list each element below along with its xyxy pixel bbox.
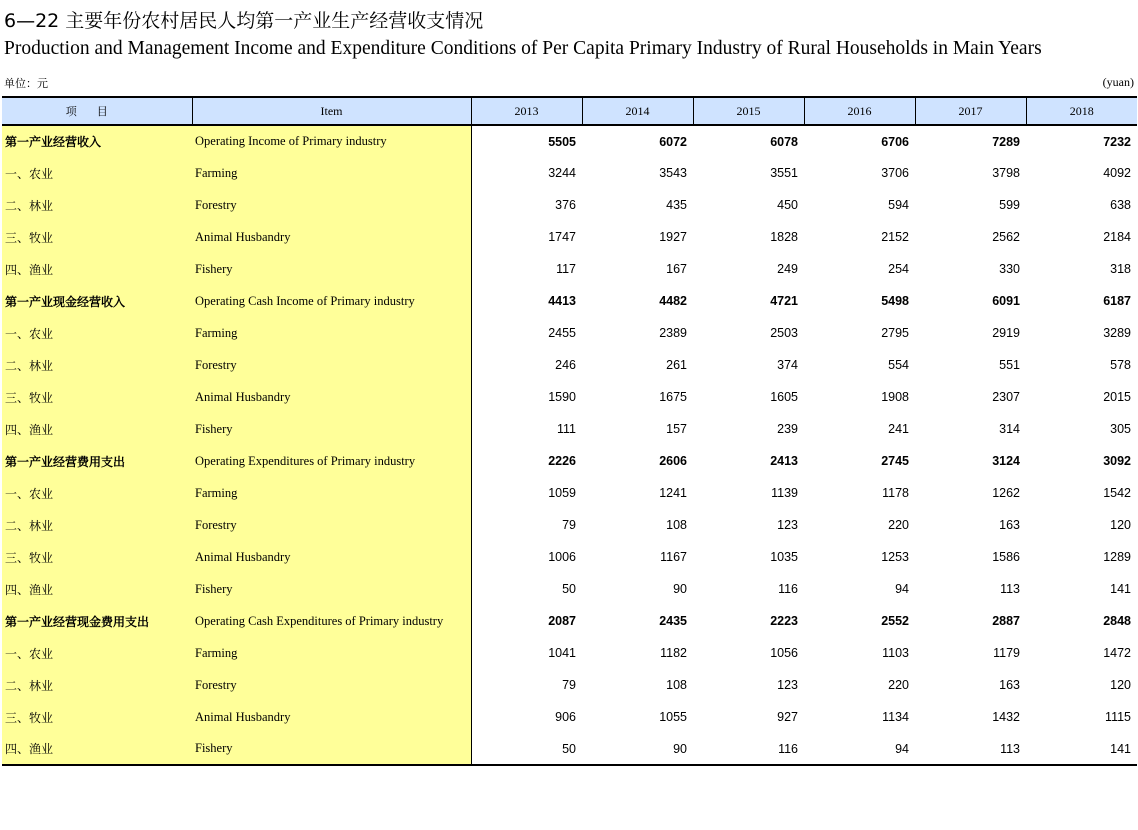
value-cell: 906: [555, 710, 576, 724]
value-cell: 220: [888, 518, 909, 532]
table-row: [2, 221, 1137, 253]
value-cell: 1262: [992, 486, 1020, 500]
unit-label-en: (yuan): [1102, 75, 1134, 89]
value-cell: 141: [1026, 733, 1137, 765]
header-year: 2014: [582, 97, 693, 125]
value-cell: 305: [1110, 422, 1131, 436]
table-row: [2, 125, 1137, 157]
value-cell: 261: [666, 358, 687, 372]
value-cell: 1241: [659, 486, 687, 500]
value-cell: 2413: [770, 454, 798, 468]
value-cell: 638: [1110, 198, 1131, 212]
row-label-cn: 一、农业: [2, 317, 192, 349]
row-label-en: Farming: [192, 157, 471, 189]
value-cell: 318: [1110, 262, 1131, 276]
value-cell: 1472: [1103, 646, 1131, 660]
row-label-cn: 一、农业: [2, 477, 192, 509]
value-cell: 1542: [1103, 486, 1131, 500]
value-cell: 1590: [548, 390, 576, 404]
value-cell: 3543: [659, 166, 687, 180]
table-row: [2, 253, 1137, 285]
value-cell: 167: [666, 262, 687, 276]
value-cell: 5498: [881, 294, 909, 308]
data-table: [2, 96, 1137, 766]
row-label-cn: 一、农业: [2, 637, 192, 669]
value-cell: 3798: [992, 166, 1020, 180]
row-label-en: Animal Husbandry: [192, 701, 471, 733]
row-label-cn: 三、牧业: [2, 221, 192, 253]
row-label-cn: 四、渔业: [2, 573, 192, 605]
value-cell: 163: [999, 518, 1020, 532]
value-cell: 116: [693, 733, 804, 765]
value-cell: 3289: [1103, 326, 1131, 340]
value-cell: 376: [555, 198, 576, 212]
row-label-cn: 四、渔业: [2, 253, 192, 285]
value-cell: 554: [888, 358, 909, 372]
value-cell: 79: [562, 678, 576, 692]
row-label-en: Forestry: [192, 509, 471, 541]
value-cell: 116: [778, 582, 798, 596]
value-cell: 1178: [882, 486, 909, 500]
table-row: [2, 189, 1137, 221]
value-cell: 2848: [1103, 614, 1131, 628]
table-row: [2, 701, 1137, 733]
table-header-row: [2, 97, 1137, 125]
row-label-cn: 第一产业经营收入: [2, 125, 192, 157]
value-cell: 5505: [548, 134, 576, 149]
value-cell: 374: [777, 358, 798, 372]
table-row: [2, 445, 1137, 477]
value-cell: 120: [1110, 518, 1131, 532]
value-cell: 6072: [659, 134, 687, 149]
row-label-cn: 第一产业现金经营收入: [2, 285, 192, 317]
value-cell: 450: [777, 198, 798, 212]
value-cell: 314: [999, 422, 1020, 436]
value-cell: 4721: [770, 294, 798, 308]
value-cell: 594: [888, 198, 909, 212]
table-row: [2, 733, 1137, 765]
table-body: [2, 125, 1137, 765]
value-cell: 2226: [548, 454, 576, 468]
value-cell: 927: [777, 710, 798, 724]
value-cell: 6706: [881, 134, 909, 149]
page-subtitle: Production and Management Income and Expenditure Conditions of Per Capita Primary Industry of Rural Households in Main Years: [4, 38, 1042, 59]
value-cell: 241: [888, 422, 909, 436]
value-cell: 1927: [659, 230, 687, 244]
value-cell: 2745: [881, 454, 909, 468]
value-cell: 435: [666, 198, 687, 212]
value-cell: 1289: [1103, 550, 1131, 564]
row-label-cn: 四、渔业: [2, 413, 192, 445]
value-cell: 2552: [881, 614, 909, 628]
value-cell: 108: [666, 518, 687, 532]
row-label-cn: 二、林业: [2, 669, 192, 701]
value-cell: 1605: [770, 390, 798, 404]
table-row: [2, 317, 1137, 349]
table-row: [2, 541, 1137, 573]
value-cell: 79: [562, 518, 576, 532]
value-cell: 2087: [548, 614, 576, 628]
row-label-en: Operating Income of Primary industry: [192, 125, 471, 157]
value-cell: 90: [582, 733, 693, 765]
row-label-en: Operating Expenditures of Primary industry: [192, 445, 471, 477]
table-row: [2, 285, 1137, 317]
row-label-en: Fishery: [192, 573, 471, 605]
row-label-cn: 三、牧业: [2, 541, 192, 573]
row-label-en: Forestry: [192, 189, 471, 221]
table-row: [2, 573, 1137, 605]
value-cell: 1134: [882, 710, 909, 724]
value-cell: 2435: [659, 614, 687, 628]
table-row: [2, 413, 1137, 445]
value-cell: 1041: [548, 646, 576, 660]
row-label-cn: 一、农业: [2, 157, 192, 189]
value-cell: 2795: [881, 326, 909, 340]
value-cell: 249: [777, 262, 798, 276]
row-label-en: Farming: [192, 317, 471, 349]
value-cell: 4482: [659, 294, 687, 308]
table-row: [2, 605, 1137, 637]
value-cell: 1006: [548, 550, 576, 564]
row-label-en: Fishery: [192, 733, 471, 765]
value-cell: 2503: [770, 326, 798, 340]
row-label-cn: 第一产业经营现金费用支出: [2, 605, 192, 637]
header-item-en: Item: [192, 97, 471, 125]
value-cell: 1115: [1105, 710, 1131, 724]
table-row: [2, 381, 1137, 413]
row-label-en: Forestry: [192, 669, 471, 701]
row-label-en: Forestry: [192, 349, 471, 381]
value-cell: 1675: [659, 390, 687, 404]
value-cell: 7232: [1103, 134, 1131, 149]
row-label-en: Operating Cash Income of Primary industry: [192, 285, 471, 317]
header-year: 2013: [471, 97, 582, 125]
table-row: [2, 669, 1137, 701]
value-cell: 3551: [770, 166, 798, 180]
value-cell: 3706: [881, 166, 909, 180]
row-label-cn: 第一产业经营费用支出: [2, 445, 192, 477]
value-cell: 2152: [881, 230, 909, 244]
value-cell: 2184: [1103, 230, 1131, 244]
value-cell: 3244: [548, 166, 576, 180]
value-cell: 4092: [1103, 166, 1131, 180]
table-row: [2, 509, 1137, 541]
value-cell: 551: [999, 358, 1020, 372]
value-cell: 111: [556, 422, 576, 436]
value-cell: 1103: [882, 646, 909, 660]
unit-label-cn: 单位：元: [4, 77, 48, 90]
table-row: [2, 157, 1137, 189]
table-row: [2, 477, 1137, 509]
value-cell: 2307: [992, 390, 1020, 404]
header-year: 2017: [915, 97, 1026, 125]
value-cell: 120: [1110, 678, 1131, 692]
value-cell: 123: [777, 678, 798, 692]
value-cell: 94: [895, 582, 909, 596]
row-label-cn: 三、牧业: [2, 701, 192, 733]
value-cell: 1179: [993, 646, 1020, 660]
value-cell: 1035: [770, 550, 798, 564]
value-cell: 94: [804, 733, 915, 765]
row-label-en: Fishery: [192, 413, 471, 445]
row-label-en: Operating Cash Expenditures of Primary industry: [192, 605, 471, 637]
table-row: [2, 349, 1137, 381]
value-cell: 157: [666, 422, 687, 436]
row-label-cn: 二、林业: [2, 509, 192, 541]
value-cell: 2562: [992, 230, 1020, 244]
value-cell: 1059: [548, 486, 576, 500]
value-cell: 1055: [659, 710, 687, 724]
value-cell: 117: [556, 262, 576, 276]
row-label-cn: 三、牧业: [2, 381, 192, 413]
value-cell: 4413: [548, 294, 576, 308]
value-cell: 6091: [992, 294, 1020, 308]
value-cell: 2455: [548, 326, 576, 340]
value-cell: 1167: [660, 550, 687, 564]
value-cell: 1747: [548, 230, 576, 244]
row-label-en: Fishery: [192, 253, 471, 285]
value-cell: 2223: [770, 614, 798, 628]
value-cell: 330: [999, 262, 1020, 276]
value-cell: 254: [888, 262, 909, 276]
value-cell: 1586: [992, 550, 1020, 564]
value-cell: 50: [471, 733, 582, 765]
value-cell: 3092: [1103, 454, 1131, 468]
value-cell: 1828: [770, 230, 798, 244]
value-cell: 2887: [992, 614, 1020, 628]
value-cell: 220: [888, 678, 909, 692]
header-year: 2016: [804, 97, 915, 125]
value-cell: 239: [777, 422, 798, 436]
value-cell: 246: [555, 358, 576, 372]
row-label-en: Animal Husbandry: [192, 541, 471, 573]
value-cell: 90: [673, 582, 687, 596]
row-label-cn: 四、渔业: [2, 733, 192, 765]
value-cell: 1056: [770, 646, 798, 660]
value-cell: 123: [777, 518, 798, 532]
value-cell: 6187: [1103, 294, 1131, 308]
row-label-en: Farming: [192, 477, 471, 509]
value-cell: 578: [1110, 358, 1131, 372]
header-year: 2018: [1026, 97, 1137, 125]
row-label-en: Animal Husbandry: [192, 221, 471, 253]
value-cell: 1908: [881, 390, 909, 404]
row-label-cn: 二、林业: [2, 189, 192, 221]
value-cell: 1253: [881, 550, 909, 564]
row-label-en: Animal Husbandry: [192, 381, 471, 413]
value-cell: 50: [562, 582, 576, 596]
table-row: [2, 637, 1137, 669]
value-cell: 2606: [659, 454, 687, 468]
value-cell: 2015: [1103, 390, 1131, 404]
value-cell: 141: [1110, 582, 1131, 596]
value-cell: 1182: [660, 646, 687, 660]
value-cell: 7289: [992, 134, 1020, 149]
page-title: 6—22 主要年份农村居民人均第一产业生产经营收支情况: [4, 10, 484, 32]
value-cell: 1432: [992, 710, 1020, 724]
value-cell: 6078: [770, 134, 798, 149]
value-cell: 163: [999, 678, 1020, 692]
value-cell: 113: [1000, 582, 1020, 596]
value-cell: 3124: [992, 454, 1020, 468]
value-cell: 2919: [992, 326, 1020, 340]
value-cell: 2389: [659, 326, 687, 340]
value-cell: 599: [999, 198, 1020, 212]
row-label-cn: 二、林业: [2, 349, 192, 381]
value-cell: 108: [666, 678, 687, 692]
value-cell: 113: [915, 733, 1026, 765]
header-item-cn: 项目: [2, 97, 192, 125]
row-label-en: Farming: [192, 637, 471, 669]
value-cell: 1139: [771, 486, 798, 500]
header-year: 2015: [693, 97, 804, 125]
